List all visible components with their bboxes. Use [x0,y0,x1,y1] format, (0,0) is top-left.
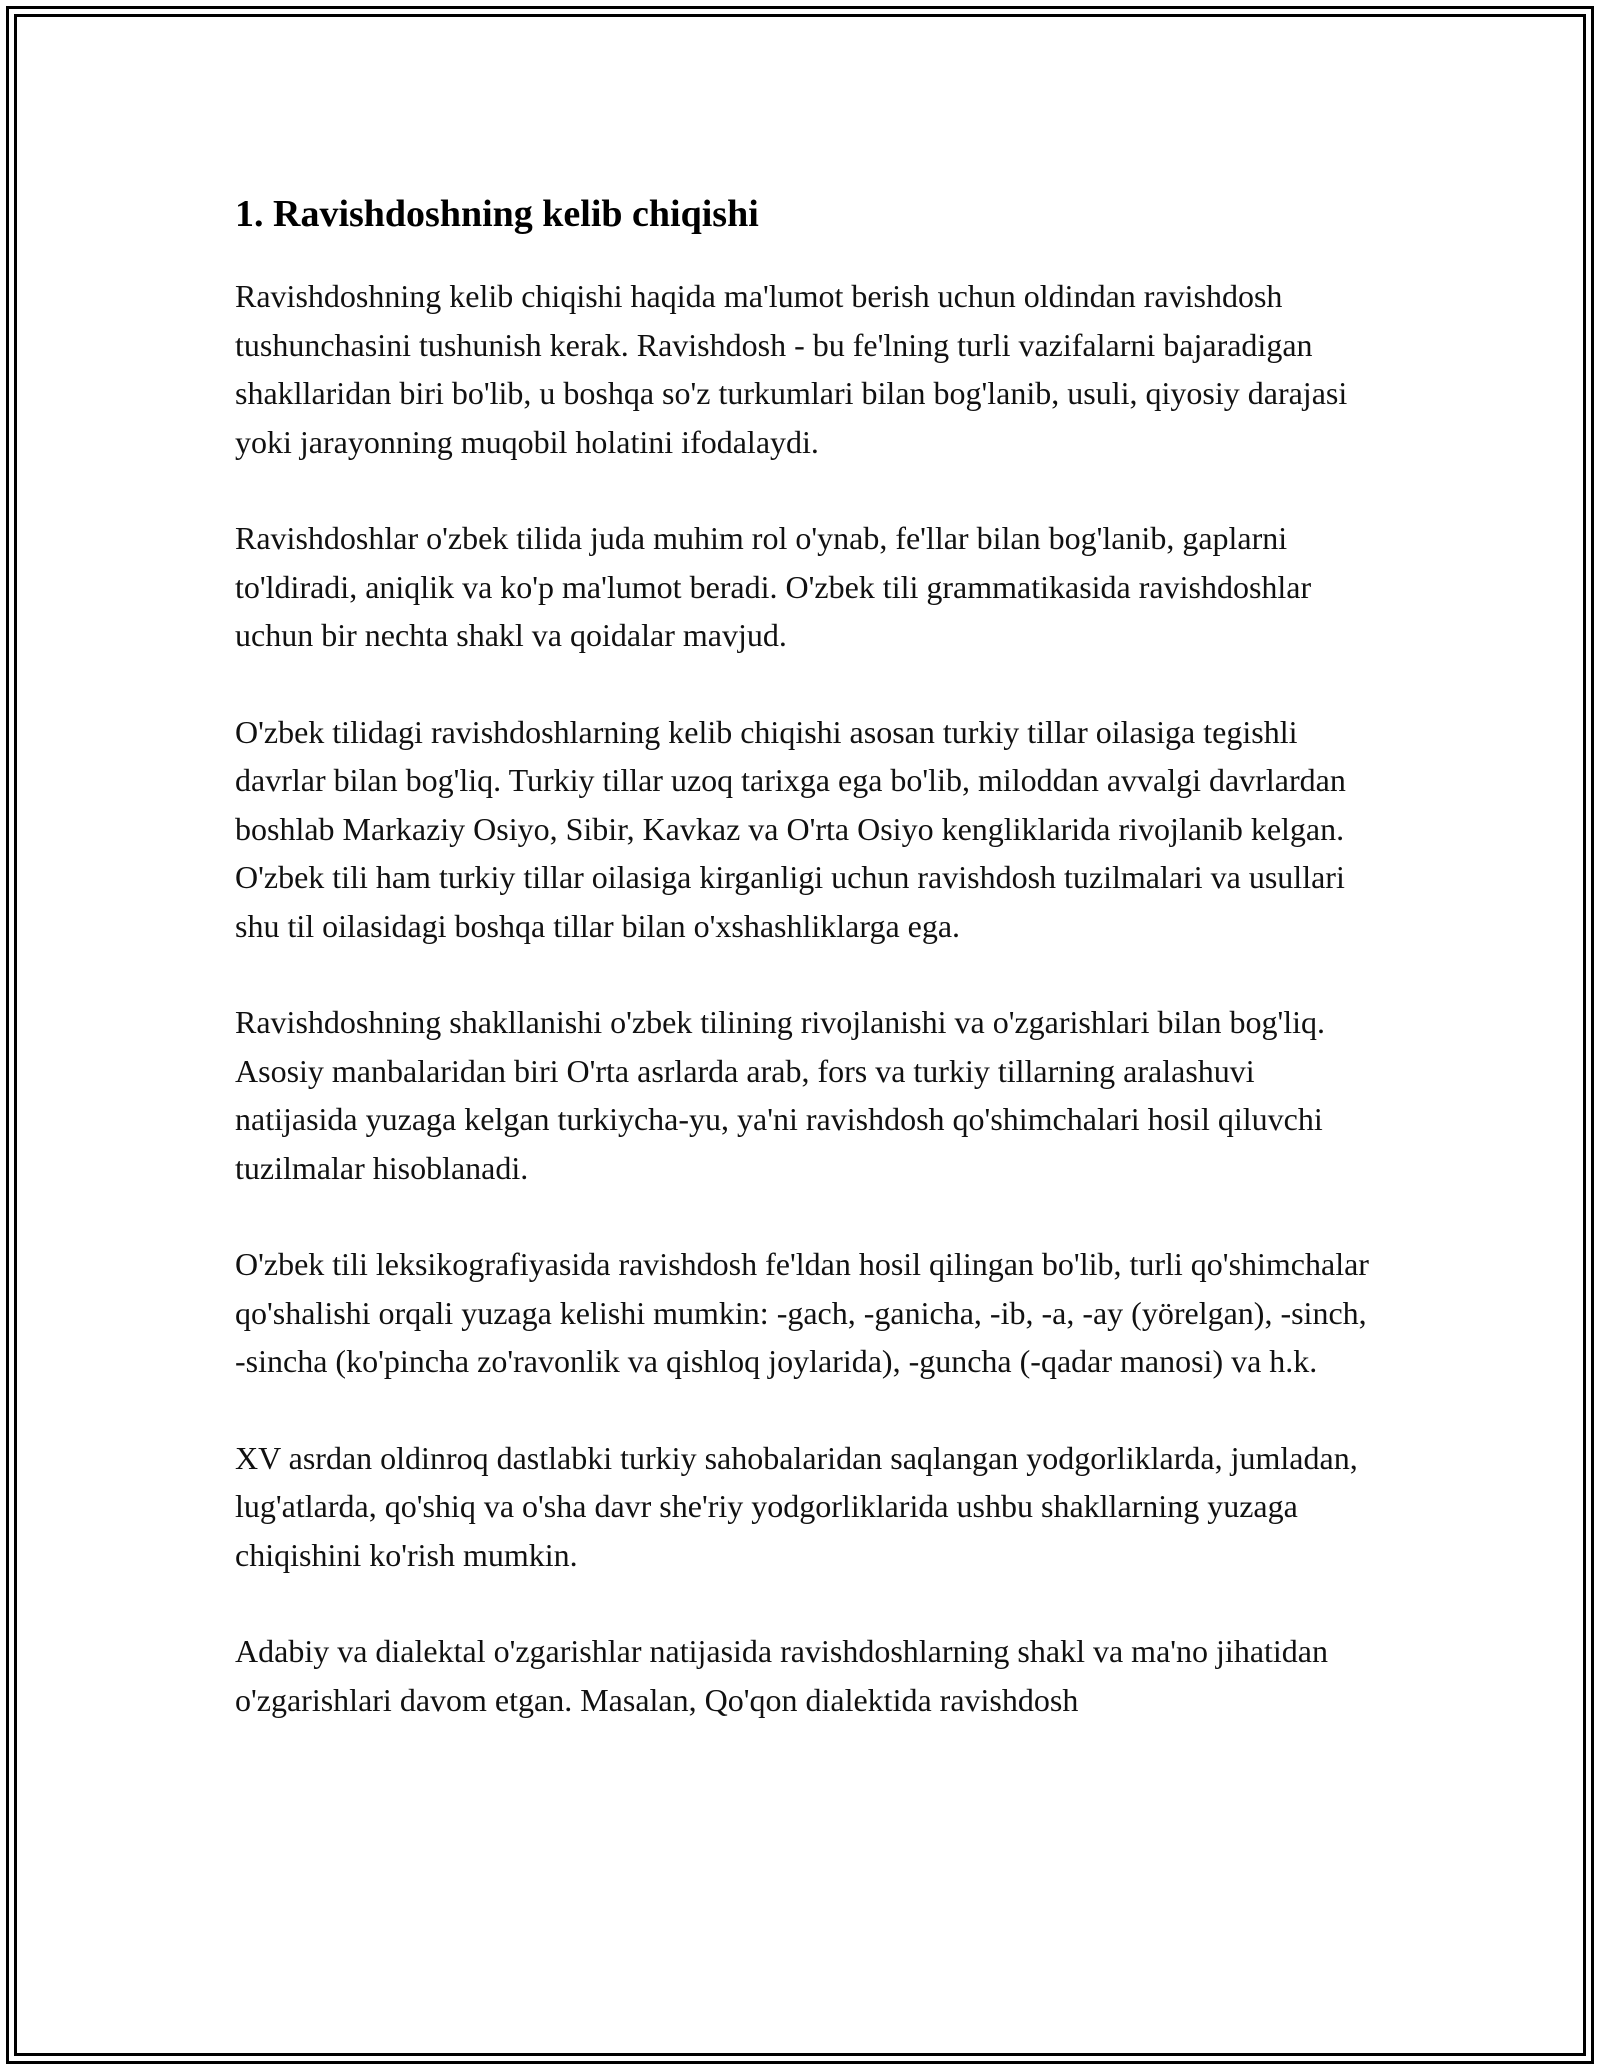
paragraph-5: O'zbek tili leksikografiyasida ravishdosh fe'ldan hosil qilingan bo'lib, turli qo'shimchalar qo'shalishi orqali yuzaga kelishi mumkin: -gach, -ganicha, -ib, -a, -ay (yörelgan), -sinch, -sincha (ko'pincha zo'ravonlik va qishloq joylarida), -guncha (-qadar manosi) va h.k. [235,1246,1369,1379]
paragraph-6: XV asrdan oldinroq dastlabki turkiy sahobalaridan saqlangan yodgorliklarda, jumladan, lug'atlarda, qo'shiq va o'sha davr she'riy yodgorliklarida ushbu shakllarning yuzaga chiqishini ko'rish mumkin. [235,1439,1358,1573]
paragraph-2: Ravishdoshlar o'zbek tilida juda muhim rol o'ynab, fe'llar bilan bog'lanib, gaplarni to'ldiradi, aniqlik va ko'p ma'lumot beradi. O'zbek tili grammatikasida ravishdoshlar uchun bir nechta shakl va qoidalar mavjud. [235,520,1312,653]
paragraph-1: Ravishdoshning kelib chiqishi haqida ma'lumot berish uchun oldindan ravishdosh tushunchasini tushunish kerak. Ravishdosh - bu fe'lning turli vazifalarni bajaradigan shakllaridan biri bo'lib, u boshqa so'z turkumlari bilan bog'lanib, usuli, qiyosiy darajasi yoki jarayonning muqobil holatini ifodalaydi. [235,278,1348,460]
paragraph-3: O'zbek tilidagi ravishdoshlarning kelib chiqishi asosan turkiy tillar oilasiga tegishli davrlar bilan bog'liq. Turkiy tillar uzoq tarixga ega bo'lib, miloddan avvalgi davrlardan boshlab Markaziy Osiyo, Sibir, Kavkaz va O'rta Osiyo kengliklarida rivojlanib kelgan. O'zbek tili ham turkiy tillar oilasiga kirganligi uchun ravishdosh tuzilmalari va usullari shu til oilasidagi boshqa tillar bilan o'xshashliklarga ega. [235,713,1346,944]
document-body [235,188,1375,1772]
paragraph-7: Adabiy va dialektal o'zgarishlar natijasida ravishdoshlarning shakl va ma'no jihatidan o'zgarishlari davom etgan. Masalan, Qo'qon dialektida ravishdosh [235,1633,1328,1718]
section-heading: 1. Ravishdoshning kelib chiqishi [235,193,759,235]
paragraph-4: Ravishdoshning shakllanishi o'zbek tilining rivojlanishi va o'zgarishlari bilan bog'liq. Asosiy manbalaridan biri O'rta asrlarda arab, fors va turkiy tillarning aralashuvi natijasida yuzaga kelgan turkiycha-yu, ya'ni ravishdosh qo'shimchalari hosil qiluvchi tuzilmalar hisoblanadi. [235,1004,1326,1186]
